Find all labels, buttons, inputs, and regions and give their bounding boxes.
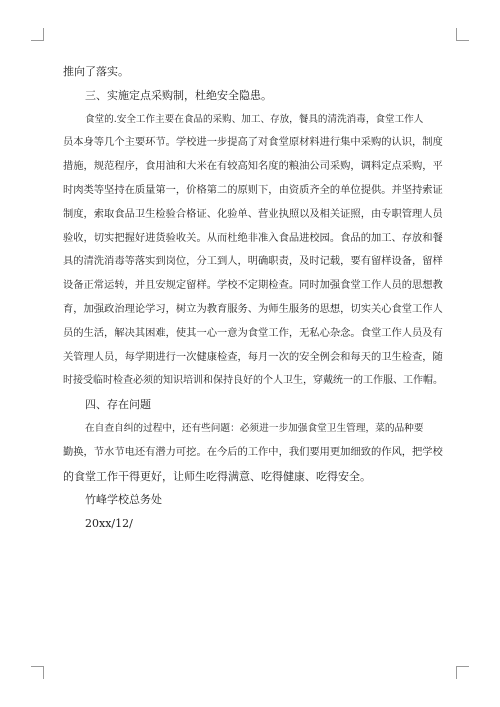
crop-mark-bottom-right bbox=[456, 666, 469, 679]
signature-organization: 竹峰学校总务处 bbox=[85, 493, 162, 507]
section4-line: 在自查自纠的过程中，还有些问题：必须进一步加强食堂卫生管理，菜的品种要 bbox=[85, 422, 424, 434]
section3-heading: 三、实施定点采购制，杜绝安全隐患。 bbox=[85, 88, 272, 102]
document-body bbox=[63, 60, 443, 536]
crop-mark-top-left bbox=[31, 28, 44, 41]
section3-line: 制度，索取食品卫生检验合格证、化验单、营业执照以及相关证照，由专职管理人员 bbox=[63, 207, 443, 220]
section3-line: 措施，规范程序，食用油和大米在有较高知名度的粮油公司采购，调料定点采购，平 bbox=[63, 160, 443, 173]
section3-line: 验收，切实把握好进货验收关。从而杜绝非准入食品进校园。食品的加工、存放和餐 bbox=[63, 231, 443, 244]
section3-line: 食堂的.安全工作主要在食品的采购、加工、存放，餐具的清洗消毒，食堂工作人 bbox=[85, 113, 424, 125]
section3-line: 育，加强政治理论学习，树立为教育服务、为师生服务的思想，切实关心食堂工作人 bbox=[63, 302, 443, 315]
section3-line: 关管理人员，每学期进行一次健康检查，每月一次的安全例会和每天的卫生检查，随 bbox=[63, 350, 443, 363]
section3-line: 时接受临时检查必须的知识培训和保持良好的个人卫生，穿戴统一的工作服、工作帽。 bbox=[63, 375, 443, 387]
section3-line: 员本身等几个主要环节。学校进一步提高了对食堂原材料进行集中采购的认识，制度 bbox=[63, 136, 443, 149]
crop-mark-top-right bbox=[456, 28, 469, 41]
section3-line: 时肉类等坚持在质量第一，价格第二的原则下，由资质齐全的单位提供。并坚持索证 bbox=[63, 183, 443, 196]
section4-paragraph bbox=[63, 417, 443, 488]
section4-heading: 四、存在问题 bbox=[85, 398, 151, 412]
crop-mark-bottom-left bbox=[31, 666, 44, 679]
section4-line: 勤换，节水节电还有潜力可挖。在今后的工作中，我们要用更加细致的作风，把学校 bbox=[63, 445, 443, 458]
signature-date: 20xx/12/ bbox=[85, 517, 133, 531]
continuation-line: 推向了落实。 bbox=[63, 65, 129, 78]
section3-line: 具的清洗消毒等落实到岗位，分工到人，明确职责，及时记载，要有留样设备，留样 bbox=[63, 255, 443, 268]
section3-line: 员的生活，解决其困难，使其一心一意为食堂工作，无私心杂念。食堂工作人员及有 bbox=[63, 326, 443, 339]
section3-paragraph bbox=[63, 108, 443, 394]
section4-line: 的食堂工作干得更好，让师生吃得满意、吃得健康、吃得安全。 bbox=[63, 469, 371, 483]
section3-line: 设备正常运转，并且安规定留样。学校不定期检查。同时加强食堂工作人员的思想教 bbox=[63, 279, 443, 292]
